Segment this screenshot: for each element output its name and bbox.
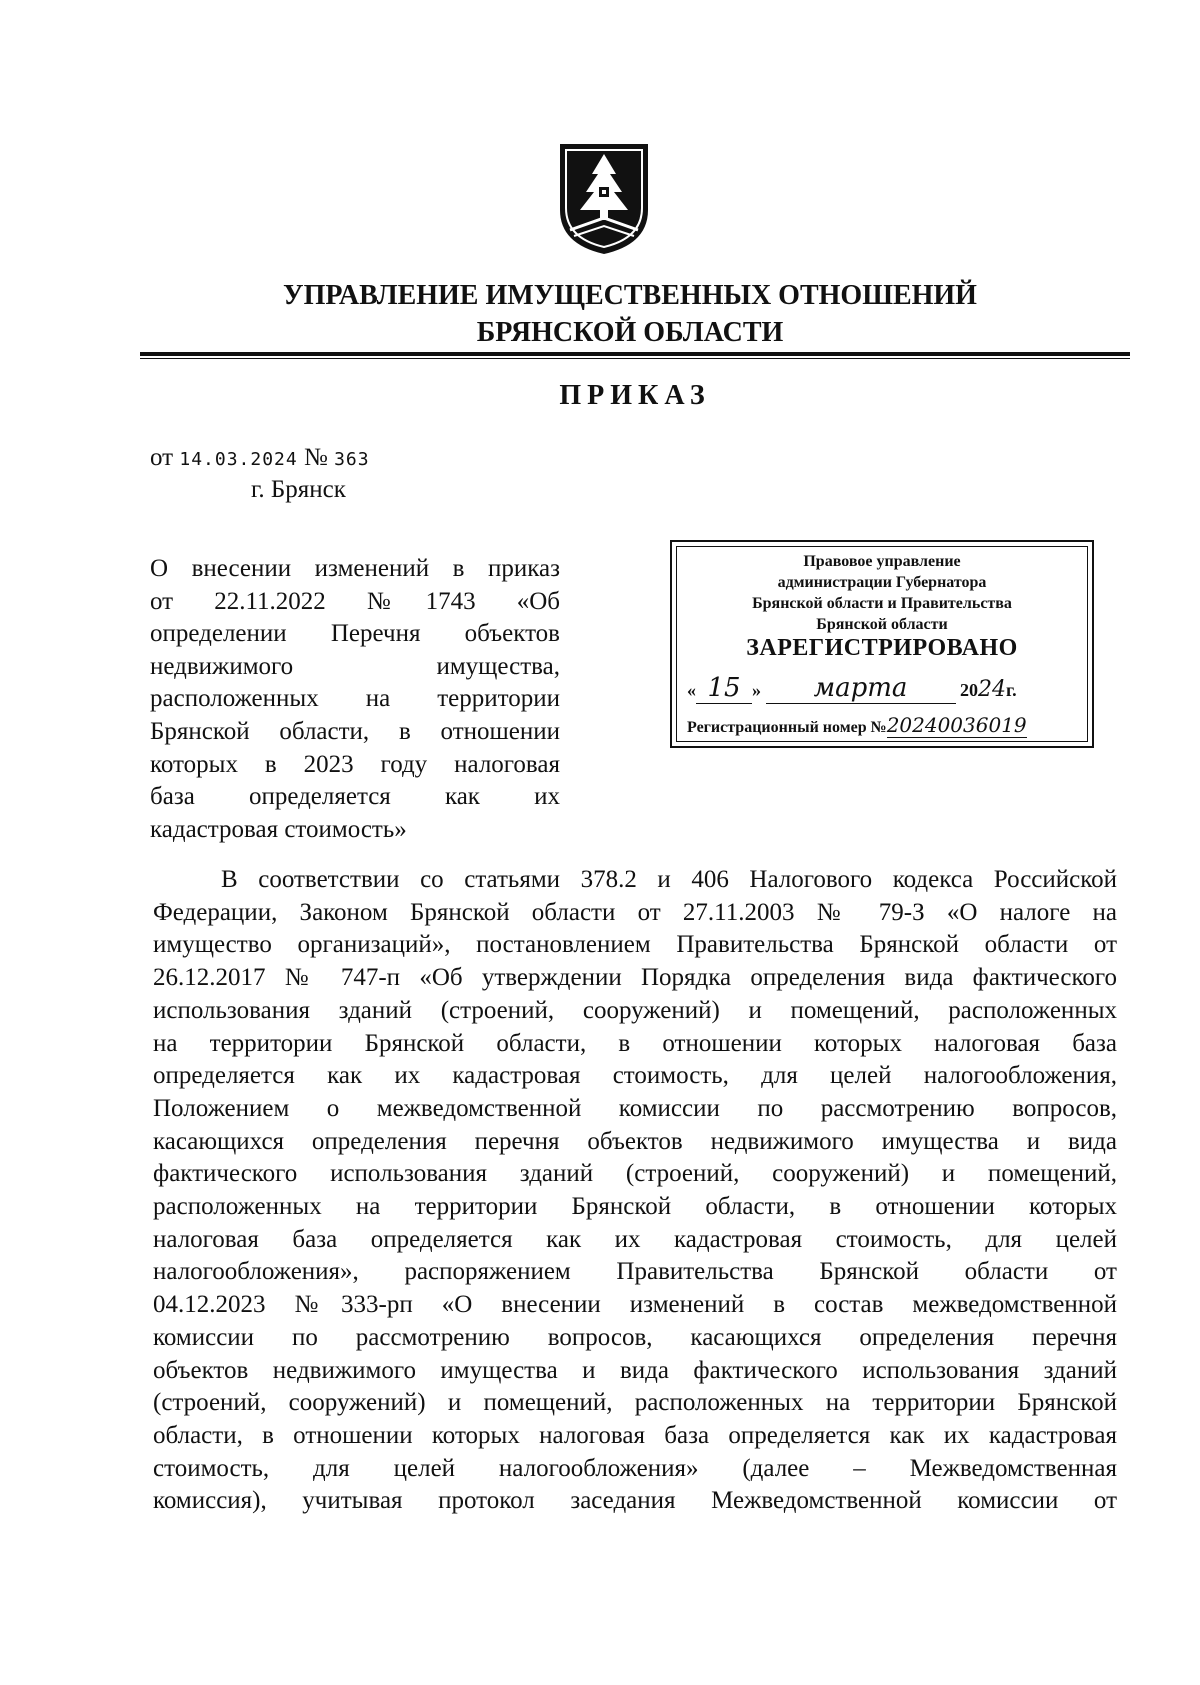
subject-line: база определяется как их xyxy=(150,783,560,811)
stamp-reg-number-handwritten: 20240036019 xyxy=(886,713,1027,737)
stamp-year-unit: г. xyxy=(1006,680,1017,700)
body-line: Положением о межведомственной комиссии по рассмотрению вопросов, xyxy=(153,1094,1117,1122)
body-line: В соответствии со статьями 378.2 и 406 Налогового кодекса Российской xyxy=(221,866,1117,893)
stamp-day-handwritten: 15 xyxy=(707,673,741,703)
body-line: расположенных на территории Брянской области, в отношении которых xyxy=(153,1193,1117,1221)
body-line: фактического использования зданий (строений, сооружений) и помещений, xyxy=(153,1160,1117,1188)
body-line: (строений, сооружений) и помещений, расположенных на территории Брянской xyxy=(153,1389,1117,1417)
organization-name-line-1: УПРАВЛЕНИЕ ИМУЩЕСТВЕННЫХ ОТНОШЕНИЙ xyxy=(283,280,977,311)
body-line: использования зданий (строений, сооружений) и помещений, расположенных xyxy=(153,996,1117,1024)
stamp-year-prefix: 20 xyxy=(960,680,978,700)
city-name: г. Брянск xyxy=(251,476,346,503)
stamp-registration-number xyxy=(687,713,1081,737)
subject-line: недвижимого имущества, xyxy=(150,652,560,680)
stamp-date: « 15 » марта 2024г. xyxy=(687,673,1017,703)
body-line: комиссии по рассмотрению вопросов, касающихся определения перечня xyxy=(153,1323,1117,1351)
subject-line: определении Перечня объектов xyxy=(150,620,560,648)
stamp-line-2: администрации Губернатора xyxy=(777,574,987,591)
body-line: Федерации, Законом Брянской области от 27.11.2003 № 79-З «О налоге на xyxy=(153,898,1117,926)
body-line: определяется как их кадастровая стоимость, для целей налогообложения, xyxy=(153,1062,1117,1090)
header-divider-thin xyxy=(140,358,1130,359)
stamp-registered: ЗАРЕГИСТРИРОВАНО xyxy=(746,635,1018,661)
body-line: области, в отношении которых налоговая база определяется как их кадастровая xyxy=(153,1421,1117,1449)
order-date-handwritten: 14.03.2024 xyxy=(179,449,298,470)
body-line: налогообложения», распоряжением Правительства Брянской области от xyxy=(153,1258,1117,1286)
body-line: имущество организаций», постановлением Правительства Брянской области от xyxy=(153,931,1117,959)
body-line: 26.12.2017 № 747-п «Об утверждении Порядка определения вида фактического xyxy=(153,964,1117,992)
body-line: комиссия), учитывая протокол заседания Межведомственной комиссии от xyxy=(153,1487,1117,1515)
header-divider-thick xyxy=(140,352,1130,356)
stamp-line-4: Брянской области xyxy=(816,616,948,633)
document-type-title: ПРИКАЗ xyxy=(559,380,711,411)
number-sign: № xyxy=(303,444,328,471)
order-date-number xyxy=(150,444,370,472)
body-line: на территории Брянской области, в отношении которых налоговая база xyxy=(153,1029,1117,1057)
order-number-handwritten: 363 xyxy=(334,449,370,470)
subject-line: кадастровая стоимость» xyxy=(150,815,407,843)
body-line: касающихся определения перечня объектов недвижимого имущества и вида xyxy=(153,1127,1117,1155)
organization-name-line-2: БРЯНСКОЙ ОБЛАСТИ xyxy=(476,317,784,348)
stamp-reg-label: Регистрационный номер № xyxy=(687,719,887,736)
order-subject xyxy=(150,553,560,846)
date-prefix: от xyxy=(150,444,174,471)
organization-name xyxy=(130,277,1130,351)
subject-line: которых в 2023 году налоговая xyxy=(150,750,560,778)
body-line: 04.12.2023 №333-рп «О внесении изменений в состав межведомственной xyxy=(153,1291,1117,1319)
subject-line: О внесении изменений в приказ xyxy=(150,555,560,582)
coat-of-arms-emblem xyxy=(556,140,652,258)
registration-stamp xyxy=(670,540,1094,748)
order-body-paragraph xyxy=(153,864,1117,1518)
stamp-line-3: Брянской области и Правительства xyxy=(752,595,1012,612)
stamp-line-1: Правовое управление xyxy=(803,553,961,570)
body-line: объектов недвижимого имущества и вида фактического использования зданий xyxy=(153,1356,1117,1384)
subject-line: от 22.11.2022 №1743 «Об xyxy=(150,587,560,615)
subject-line: расположенных на территории xyxy=(150,685,560,713)
subject-line: Брянской области, в отношении xyxy=(150,717,560,745)
body-line: стоимость, для целей налогообложения» (далее – Межведомственная xyxy=(153,1454,1117,1482)
stamp-inner-border xyxy=(676,546,1088,742)
stamp-month-handwritten: марта xyxy=(813,673,908,703)
stamp-year-handwritten: 24 xyxy=(978,677,1006,702)
body-line: налоговая база определяется как их кадастровая стоимость, для целей xyxy=(153,1225,1117,1253)
